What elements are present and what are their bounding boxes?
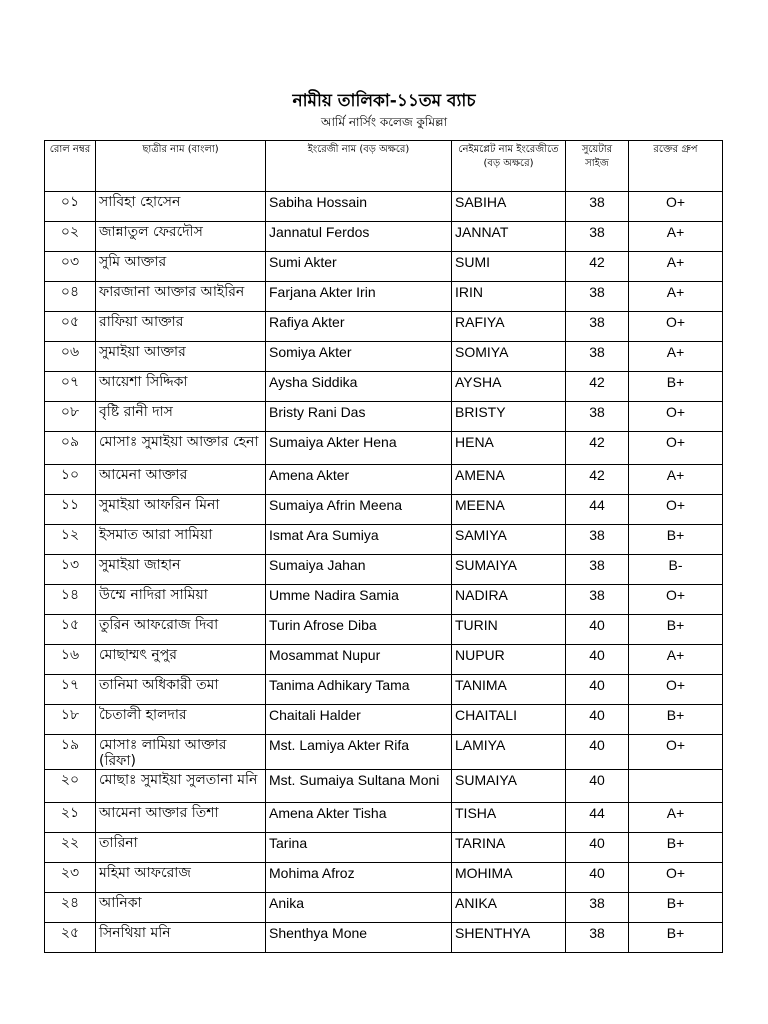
sweater-size-cell: 40 [566, 735, 629, 770]
bangla-name-cell: সুমাইয়া আক্তার [96, 342, 266, 372]
roll-cell: ০৩ [45, 252, 96, 282]
sweater-size-cell: 40 [566, 705, 629, 735]
sweater-size-cell: 42 [566, 432, 629, 465]
english-name-cell: Rafiya Akter [266, 312, 452, 342]
sweater-size-cell: 42 [566, 465, 629, 495]
english-name-cell: Sumaiya Jahan [266, 555, 452, 585]
table-row [45, 432, 723, 465]
bangla-name-cell: চৈতালী হালদার [96, 705, 266, 735]
blood-group-cell [629, 770, 723, 803]
bangla-name-cell: রাফিয়া আক্তার [96, 312, 266, 342]
blood-group-cell: O+ [629, 312, 723, 342]
table-row [45, 222, 723, 252]
bangla-name-cell: আয়েশা সিদ্দিকা [96, 372, 266, 402]
sweater-size-cell: 40 [566, 770, 629, 803]
header-row [45, 141, 723, 192]
nameplate-cell: IRIN [452, 282, 566, 312]
table-row [45, 803, 723, 833]
bangla-name-cell: জান্নাতুল ফেরদৌস [96, 222, 266, 252]
blood-group-cell: B+ [629, 833, 723, 863]
table-row [45, 282, 723, 312]
english-name-cell: Anika [266, 893, 452, 923]
blood-group-cell: A+ [629, 803, 723, 833]
english-name-cell: Bristy Rani Das [266, 402, 452, 432]
sweater-size-cell: 40 [566, 863, 629, 893]
blood-group-cell: B+ [629, 893, 723, 923]
roll-cell: ১২ [45, 525, 96, 555]
nameplate-cell: LAMIYA [452, 735, 566, 770]
table-row [45, 615, 723, 645]
english-name-cell: Somiya Akter [266, 342, 452, 372]
table-row [45, 833, 723, 863]
nameplate-cell: AYSHA [452, 372, 566, 402]
bangla-name-cell: বৃষ্টি রানী দাস [96, 402, 266, 432]
sweater-size-cell: 38 [566, 402, 629, 432]
english-name-cell: Tarina [266, 833, 452, 863]
nameplate-cell: CHAITALI [452, 705, 566, 735]
header-name-bangla: ছাত্রীর নাম (বাংলা) [96, 141, 266, 192]
nameplate-cell: BRISTY [452, 402, 566, 432]
nameplate-cell: TISHA [452, 803, 566, 833]
blood-group-cell: O+ [629, 495, 723, 525]
bangla-name-cell: তারিনা [96, 833, 266, 863]
document-title: নামীয় তালিকা-১১তম ব্যাচ [292, 91, 476, 111]
sweater-size-cell: 42 [566, 252, 629, 282]
table-row [45, 465, 723, 495]
table-row [45, 555, 723, 585]
roll-cell: ২৩ [45, 863, 96, 893]
sweater-size-cell: 38 [566, 555, 629, 585]
english-name-cell: Mosammat Nupur [266, 645, 452, 675]
roll-cell: ১১ [45, 495, 96, 525]
roll-cell: ১৪ [45, 585, 96, 615]
roll-cell: ০৮ [45, 402, 96, 432]
nameplate-cell: SABIHA [452, 192, 566, 222]
blood-group-cell: A+ [629, 465, 723, 495]
blood-group-cell: B+ [629, 615, 723, 645]
bangla-name-cell: সুমাইয়া আফরিন মিনা [96, 495, 266, 525]
blood-group-cell: B+ [629, 923, 723, 953]
roll-cell: ০২ [45, 222, 96, 252]
table-row [45, 863, 723, 893]
sweater-size-cell: 38 [566, 893, 629, 923]
bangla-name-cell: ইসমাত আরা সামিয়া [96, 525, 266, 555]
english-name-cell: Amena Akter Tisha [266, 803, 452, 833]
roll-cell: ২১ [45, 803, 96, 833]
roll-cell: ১৩ [45, 555, 96, 585]
roll-cell: ০৪ [45, 282, 96, 312]
english-name-cell: Mst. Sumaiya Sultana Moni [266, 770, 452, 803]
bangla-name-cell: সুমাইয়া জাহান [96, 555, 266, 585]
table-row [45, 893, 723, 923]
bangla-name-cell: সুমি আক্তার [96, 252, 266, 282]
header-roll: রোল নম্বর [45, 141, 96, 192]
table-row [45, 192, 723, 222]
bangla-name-cell: তানিমা অধিকারী তমা [96, 675, 266, 705]
header-name-english: ইংরেজী নাম (বড় অক্ষরে) [266, 141, 452, 192]
sweater-size-cell: 38 [566, 222, 629, 252]
bangla-name-cell: উম্মে নাদিরা সামিয়া [96, 585, 266, 615]
sweater-size-cell: 44 [566, 803, 629, 833]
sweater-size-cell: 40 [566, 645, 629, 675]
english-name-cell: Umme Nadira Samia [266, 585, 452, 615]
blood-group-cell: O+ [629, 585, 723, 615]
table-row [45, 585, 723, 615]
table-row [45, 735, 723, 770]
nameplate-cell: TANIMA [452, 675, 566, 705]
english-name-cell: Amena Akter [266, 465, 452, 495]
english-name-cell: Farjana Akter Irin [266, 282, 452, 312]
table-row [45, 312, 723, 342]
roll-cell: ০৯ [45, 432, 96, 465]
header-nameplate: নেইমপ্লেট নাম ইংরেজীতে (বড় অক্ষরে) [452, 141, 566, 192]
table-row [45, 645, 723, 675]
nameplate-cell: AMENA [452, 465, 566, 495]
table-row [45, 252, 723, 282]
table-row [45, 923, 723, 953]
english-name-cell: Shenthya Mone [266, 923, 452, 953]
nameplate-cell: TARINA [452, 833, 566, 863]
blood-group-cell: A+ [629, 342, 723, 372]
student-roster-table [44, 140, 723, 953]
english-name-cell: Sumaiya Afrin Meena [266, 495, 452, 525]
english-name-cell: Sumi Akter [266, 252, 452, 282]
english-name-cell: Turin Afrose Diba [266, 615, 452, 645]
sweater-size-cell: 38 [566, 525, 629, 555]
nameplate-cell: SAMIYA [452, 525, 566, 555]
roll-cell: ২৫ [45, 923, 96, 953]
sweater-size-cell: 38 [566, 312, 629, 342]
blood-group-cell: A+ [629, 645, 723, 675]
roll-cell: ০১ [45, 192, 96, 222]
nameplate-cell: TURIN [452, 615, 566, 645]
blood-group-cell: O+ [629, 735, 723, 770]
sweater-size-cell: 44 [566, 495, 629, 525]
roll-cell: ১০ [45, 465, 96, 495]
roll-cell: ১৫ [45, 615, 96, 645]
header-blood-group: রক্তের গ্রুপ [629, 141, 723, 192]
roll-cell: ০৫ [45, 312, 96, 342]
nameplate-cell: NUPUR [452, 645, 566, 675]
bangla-name-cell: সিনথিয়া মনি [96, 923, 266, 953]
roll-cell: ০৭ [45, 372, 96, 402]
sweater-size-cell: 38 [566, 342, 629, 372]
blood-group-cell: O+ [629, 192, 723, 222]
nameplate-cell: MEENA [452, 495, 566, 525]
table-row [45, 342, 723, 372]
blood-group-cell: O+ [629, 432, 723, 465]
header-sweater-size: সুয়েটার সাইজ [566, 141, 629, 192]
table-row [45, 495, 723, 525]
roll-cell: ১৭ [45, 675, 96, 705]
english-name-cell: Sumaiya Akter Hena [266, 432, 452, 465]
nameplate-cell: RAFIYA [452, 312, 566, 342]
sweater-size-cell: 38 [566, 585, 629, 615]
roll-cell: ০৬ [45, 342, 96, 372]
bangla-name-cell: মোসাঃ লামিয়া আক্তার (রিফা) [96, 735, 266, 770]
sweater-size-cell: 40 [566, 615, 629, 645]
blood-group-cell: A+ [629, 252, 723, 282]
table-header [45, 141, 723, 192]
blood-group-cell: O+ [629, 675, 723, 705]
blood-group-cell: A+ [629, 282, 723, 312]
sweater-size-cell: 40 [566, 675, 629, 705]
sweater-size-cell: 42 [566, 372, 629, 402]
bangla-name-cell: মোছাঃ সুমাইয়া সুলতানা মনি [96, 770, 266, 803]
roll-cell: ২০ [45, 770, 96, 803]
roll-cell: ১৯ [45, 735, 96, 770]
bangla-name-cell: সাবিহা হোসেন [96, 192, 266, 222]
bangla-name-cell: আমেনা আক্তার তিশা [96, 803, 266, 833]
english-name-cell: Jannatul Ferdos [266, 222, 452, 252]
table-row [45, 770, 723, 803]
english-name-cell: Sabiha Hossain [266, 192, 452, 222]
bangla-name-cell: আনিকা [96, 893, 266, 923]
table-row [45, 525, 723, 555]
roll-cell: ১৮ [45, 705, 96, 735]
english-name-cell: Aysha Siddika [266, 372, 452, 402]
roll-cell: ২৪ [45, 893, 96, 923]
bangla-name-cell: তুরিন আফরোজ দিবা [96, 615, 266, 645]
nameplate-cell: SUMAIYA [452, 555, 566, 585]
blood-group-cell: B+ [629, 705, 723, 735]
blood-group-cell: O+ [629, 863, 723, 893]
nameplate-cell: SOMIYA [452, 342, 566, 372]
nameplate-cell: SUMAIYA [452, 770, 566, 803]
table-body [45, 192, 723, 953]
table-row [45, 372, 723, 402]
bangla-name-cell: আমেনা আক্তার [96, 465, 266, 495]
bangla-name-cell: মোসাঃ সুমাইয়া আক্তার হেনা [96, 432, 266, 465]
nameplate-cell: MOHIMA [452, 863, 566, 893]
nameplate-cell: SUMI [452, 252, 566, 282]
blood-group-cell: B+ [629, 372, 723, 402]
english-name-cell: Mst. Lamiya Akter Rifa [266, 735, 452, 770]
sweater-size-cell: 40 [566, 833, 629, 863]
bangla-name-cell: ফারজানা আক্তার আইরিন [96, 282, 266, 312]
nameplate-cell: ANIKA [452, 893, 566, 923]
table-row [45, 402, 723, 432]
bangla-name-cell: মহিমা আফরোজ [96, 863, 266, 893]
blood-group-cell: B- [629, 555, 723, 585]
blood-group-cell: O+ [629, 402, 723, 432]
english-name-cell: Ismat Ara Sumiya [266, 525, 452, 555]
blood-group-cell: B+ [629, 525, 723, 555]
table-row [45, 705, 723, 735]
document-subtitle: আর্মি নার্সিং কলেজ কুমিল্লা [320, 115, 448, 129]
sweater-size-cell: 38 [566, 282, 629, 312]
roll-cell: ২২ [45, 833, 96, 863]
nameplate-cell: JANNAT [452, 222, 566, 252]
roll-cell: ১৬ [45, 645, 96, 675]
english-name-cell: Mohima Afroz [266, 863, 452, 893]
nameplate-cell: HENA [452, 432, 566, 465]
sweater-size-cell: 38 [566, 923, 629, 953]
nameplate-cell: SHENTHYA [452, 923, 566, 953]
table-row [45, 675, 723, 705]
english-name-cell: Chaitali Halder [266, 705, 452, 735]
sweater-size-cell: 38 [566, 192, 629, 222]
blood-group-cell: A+ [629, 222, 723, 252]
nameplate-cell: NADIRA [452, 585, 566, 615]
bangla-name-cell: মোছাম্মৎ নুপুর [96, 645, 266, 675]
english-name-cell: Tanima Adhikary Tama [266, 675, 452, 705]
